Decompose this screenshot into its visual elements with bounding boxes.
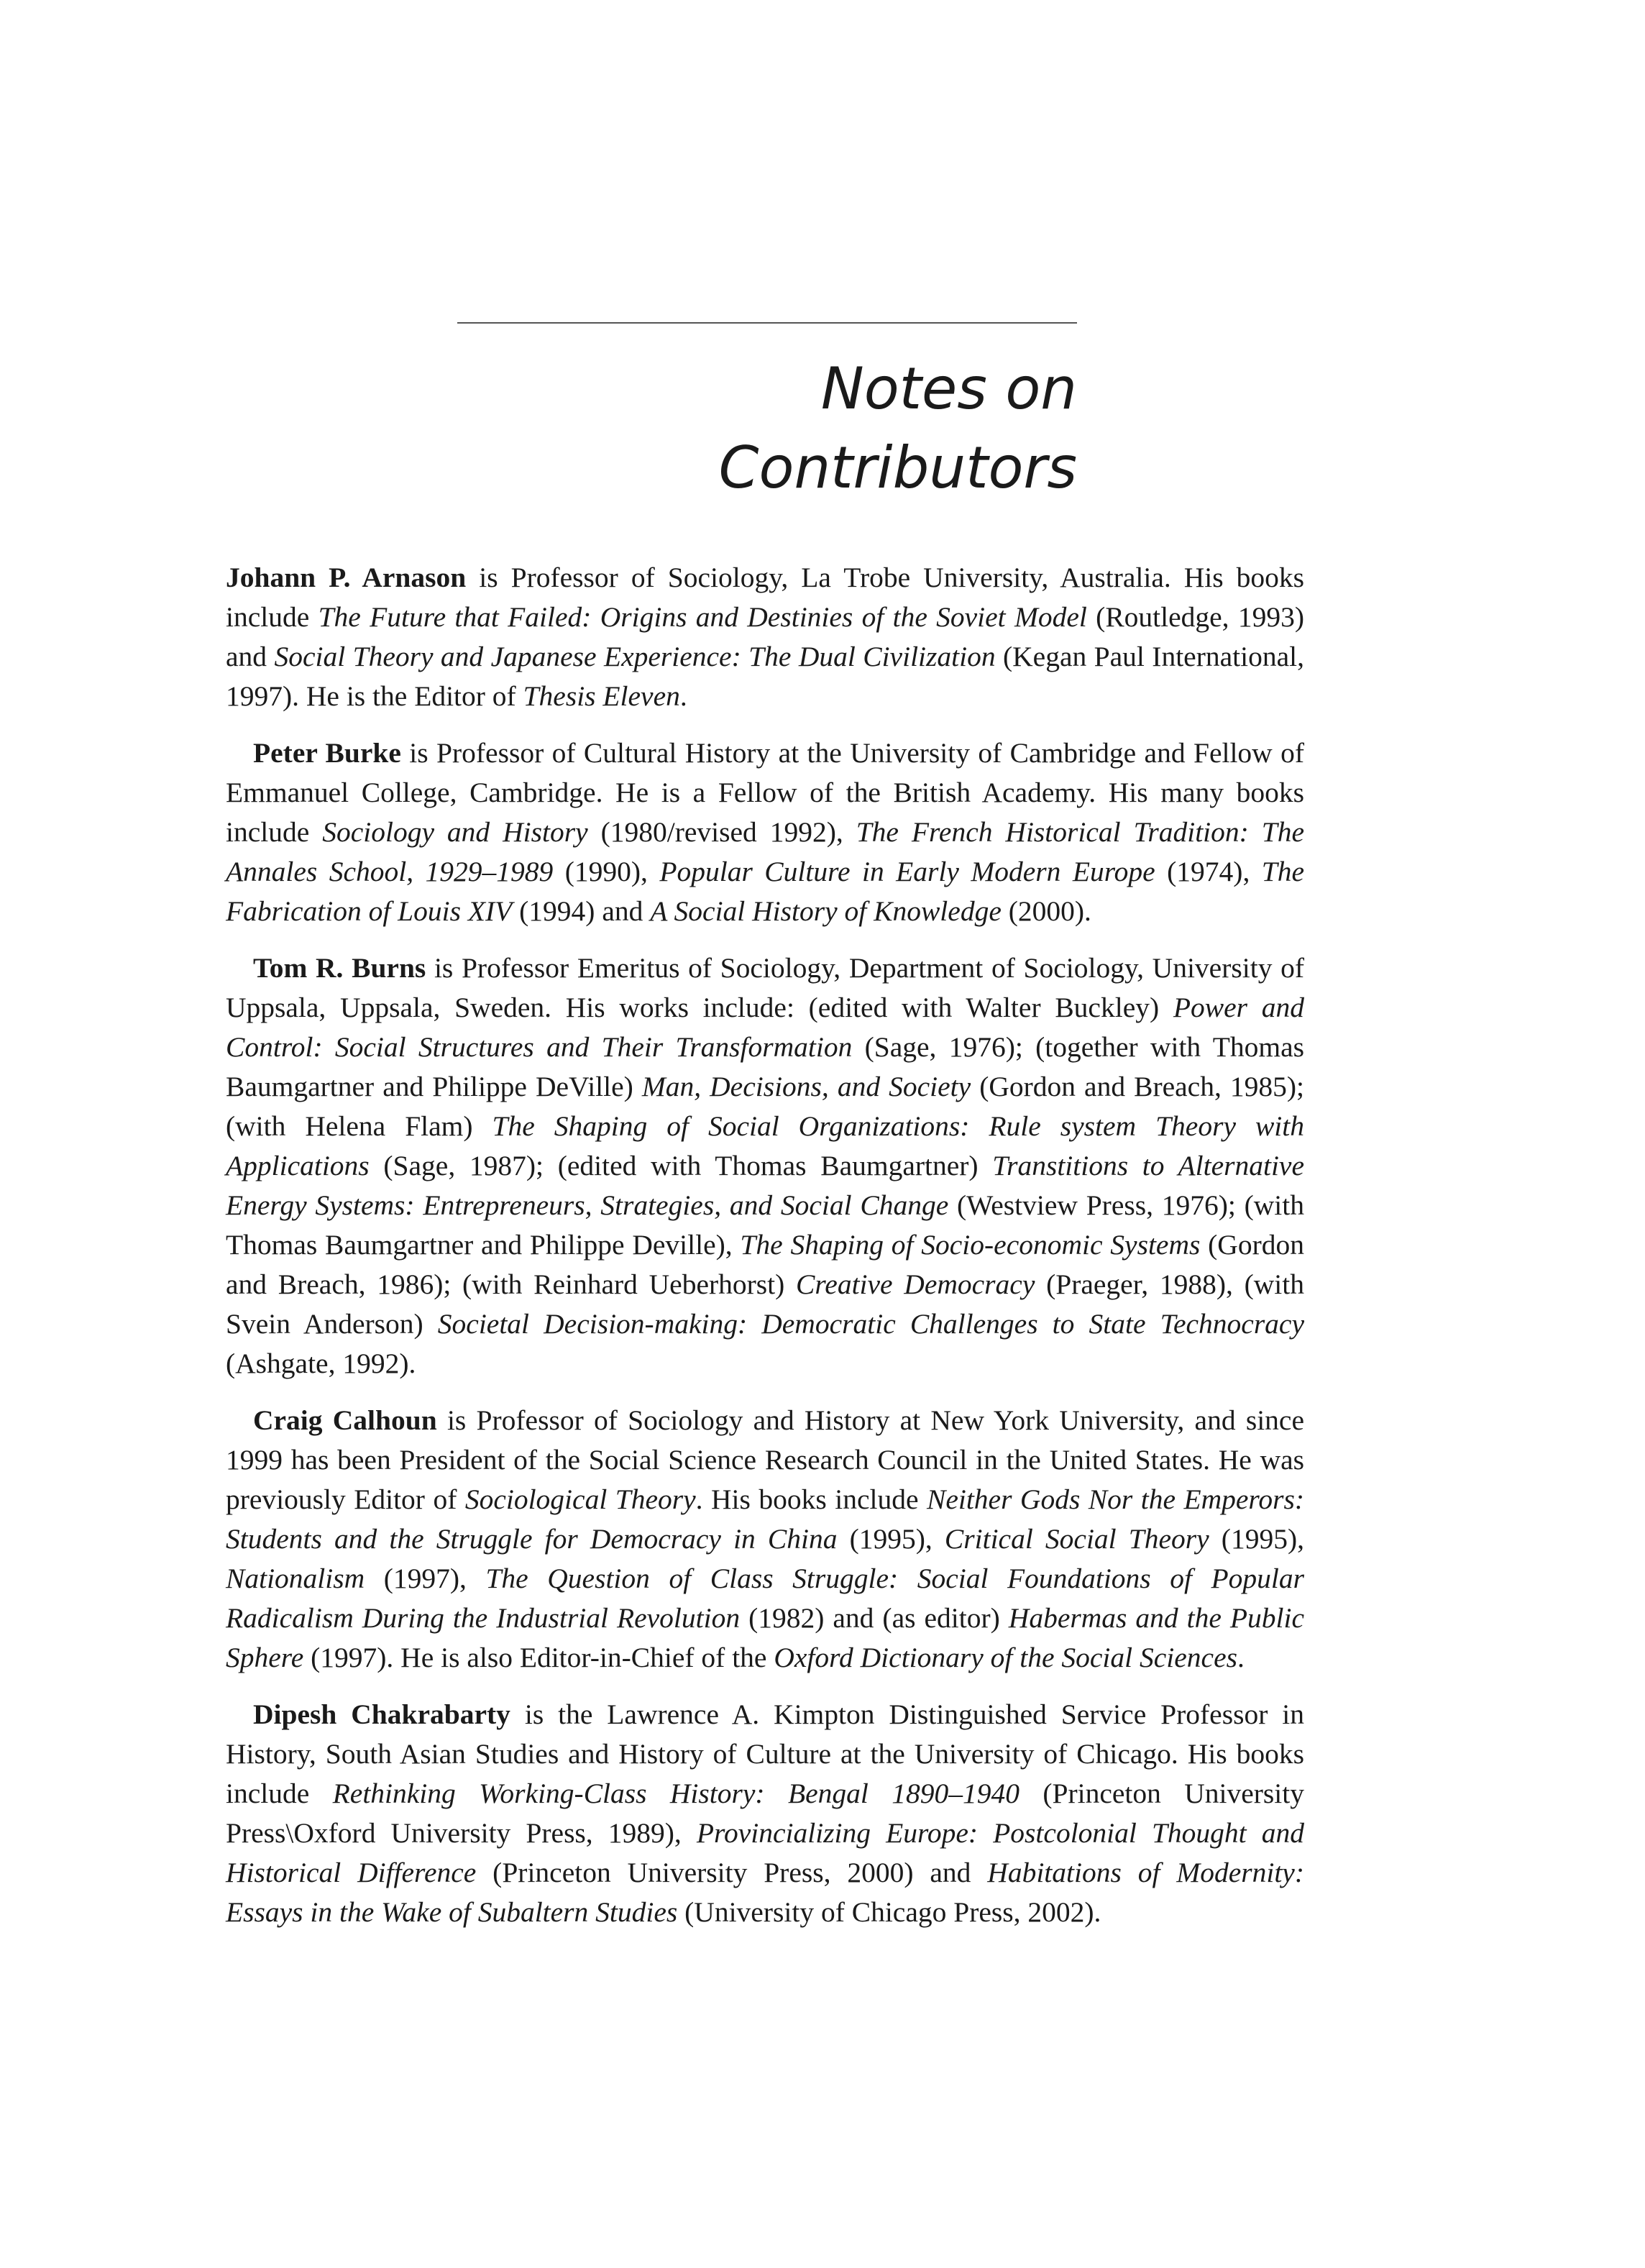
bio-text: (Gordon and Breach, 1986); (with Reinhard Ueberhorst) [226, 1229, 1304, 1300]
contributor-entry [226, 733, 1304, 931]
publication-title: Thesis Eleven [523, 680, 680, 712]
contributor-name: Johann P. Arnason [226, 562, 467, 593]
bio-text: (Praeger, 1988), (with Svein Anderson) [226, 1268, 1304, 1340]
title-rule [457, 322, 1077, 324]
bio-text: . [1237, 1642, 1245, 1673]
bio-text: (1995), [1209, 1523, 1304, 1555]
bio-text: is Professor of Sociology, La Trobe University, Australia. His books include [226, 562, 1304, 633]
bio-text: is Professor of Cultural History at the University of Cambridge and Fellow of Emmanuel College, Cambridge. He is a Fellow of the British Academy. His many books include [226, 737, 1304, 848]
publication-title: Power and Control: Social Structures and Their Transformation [226, 992, 1304, 1063]
bio-text: (Sage, 1987); (edited with Thomas Baumgartner) [369, 1150, 993, 1181]
publication-title: Habermas and the Public Sphere [226, 1602, 1305, 1673]
publication-title: The French Historical Tradition: The Annales School, 1929–1989 [226, 816, 1304, 887]
contributor-name: Peter Burke [253, 737, 401, 769]
publication-title: Social Theory and Japanese Experience: The Dual Civilization [274, 641, 996, 672]
bio-text: (1994) and [512, 895, 651, 927]
bio-text: (Ashgate, 1992). [226, 1348, 416, 1379]
bio-text: (2000). [1001, 895, 1091, 927]
publication-title: The Shaping of Social Organizations: Rule system Theory with Applications [226, 1110, 1305, 1181]
bio-text: (1995), [837, 1523, 945, 1555]
publication-title: Nationalism [226, 1563, 365, 1594]
publication-title: The Question of Class Struggle: Social Foundations of Popular Radicalism During the Industrial Revolution [226, 1563, 1304, 1634]
bio-text: (Princeton University Press, 2000) and [476, 1857, 988, 1888]
bio-text: (1997). He is also Editor-in-Chief of the [303, 1642, 774, 1673]
contributor-entry [226, 1401, 1304, 1678]
contributor-name: Tom R. Burns [253, 952, 426, 984]
publication-title: Sociology and History [322, 816, 588, 848]
contributor-name: Craig Calhoun [253, 1404, 437, 1436]
publication-title: Critical Social Theory [944, 1523, 1209, 1555]
bio-text: is the Lawrence A. Kimpton Distinguished Service Professor in History, South Asian Studies and History of Culture at the University of Chicago. His books include [226, 1698, 1304, 1809]
contributor-entry [226, 558, 1304, 716]
publication-title: Popular Culture in Early Modern Europe [659, 856, 1155, 887]
publication-title: Habitations of Modernity: Essays in the Wake of Subaltern Studies [226, 1857, 1304, 1928]
publication-title: The Shaping of Socio-economic Systems [740, 1229, 1201, 1261]
bio-text: (Westview Press, 1976); (with Thomas Baumgartner and Philippe Deville), [226, 1189, 1304, 1261]
bio-text: (Princeton University Press\Oxford University Press, 1989), [226, 1778, 1305, 1849]
bio-text: (Routledge, 1993) and [226, 601, 1305, 672]
publication-title: Oxford Dictionary of the Social Sciences [774, 1642, 1237, 1673]
publication-title: Transtitions to Alternative Energy Systems: Entrepreneurs, Strategies, and Social Change [226, 1150, 1304, 1221]
bio-text: is Professor Emeritus of Sociology, Department of Sociology, University of Uppsala, Uppsala, Sweden. His works include: (edited with Walter Buckley) [226, 952, 1305, 1023]
bio-text: (1990), [553, 856, 660, 887]
publication-title: Neither Gods Nor the Emperors: Students and the Struggle for Democracy in China [226, 1483, 1304, 1555]
contributor-name: Dipesh Chakrabarty [253, 1698, 510, 1730]
contributor-entry [226, 1695, 1304, 1932]
publication-title: Creative Democracy [796, 1268, 1035, 1300]
bio-text: . [679, 680, 687, 712]
bio-text: . His books include [695, 1483, 927, 1515]
bio-text: (1974), [1155, 856, 1262, 887]
publication-title: Man, Decisions, and Society [641, 1071, 971, 1102]
bio-text: (1980/revised 1992), [587, 816, 856, 848]
publication-title: The Fabrication of Louis XIV [226, 856, 1305, 927]
publication-title: A Social History of Knowledge [650, 895, 1002, 927]
bio-text: is Professor of Sociology and History at New York University, and since 1999 has been President of the Social Science Research Council in the United States. He was previously Editor of [226, 1404, 1304, 1515]
contributors-list [226, 558, 1304, 1949]
bio-text: (University of Chicago Press, 2002). [677, 1896, 1101, 1928]
bio-text: (Kegan Paul International, 1997). He is the Editor of [226, 641, 1304, 712]
bio-text: (1982) and (as editor) [740, 1602, 1009, 1634]
bio-text: (1997), [365, 1563, 486, 1594]
publication-title: The Future that Failed: Origins and Destinies of the Soviet Model [318, 601, 1087, 633]
bio-text: (Sage, 1976); (together with Thomas Baumgartner and Philippe DeVille) [226, 1031, 1305, 1102]
publication-title: Sociological Theory [464, 1483, 696, 1515]
contributor-entry [226, 948, 1304, 1384]
page-title: Notes on Contributors [718, 355, 1077, 501]
bio-text: (Gordon and Breach, 1985); (with Helena Flam) [226, 1071, 1304, 1142]
publication-title: Societal Decision-making: Democratic Challenges to State Technocracy [437, 1308, 1304, 1340]
publication-title: Provincializing Europe: Postcolonial Thought and Historical Difference [226, 1817, 1305, 1888]
publication-title: Rethinking Working-Class History: Bengal 1890–1940 [332, 1778, 1019, 1809]
